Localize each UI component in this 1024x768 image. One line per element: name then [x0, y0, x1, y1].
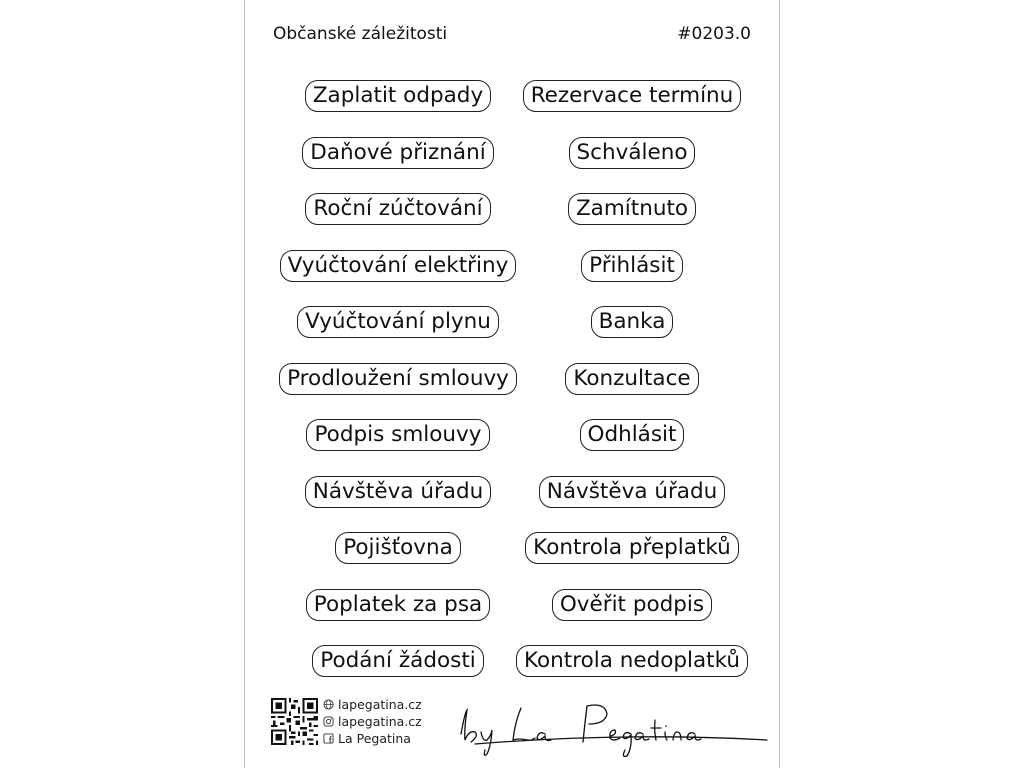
facebook-link[interactable] — [323, 730, 422, 747]
sticker-label: Kontrola přeplatků — [525, 532, 739, 564]
sticker-label: Rezervace termínu — [523, 80, 742, 112]
contact-links — [323, 696, 422, 747]
sticker-label: Podpis smlouvy — [306, 419, 489, 451]
right-sticker-column — [507, 68, 757, 690]
qr-code — [271, 698, 318, 745]
sticker — [552, 577, 712, 634]
instagram-text: lapegatina.cz — [338, 714, 422, 729]
sticker — [306, 407, 489, 464]
sticker — [305, 68, 491, 125]
sticker-label: Daňové přiznání — [302, 137, 493, 169]
sheet-title: Občanské záležitosti — [273, 24, 448, 44]
sheet-footer — [245, 688, 779, 768]
facebook-icon — [323, 733, 334, 744]
sticker-label: Vyúčtování plynu — [297, 306, 499, 338]
sticker — [297, 294, 499, 351]
sticker — [280, 238, 517, 295]
sticker — [302, 125, 493, 182]
sticker-label: Ověřit podpis — [552, 589, 712, 621]
sticker — [580, 407, 685, 464]
sticker-label: Návštěva úřadu — [539, 476, 726, 508]
sticker — [581, 238, 683, 295]
sticker — [591, 294, 674, 351]
sticker-label: Podání žádosti — [312, 645, 483, 677]
sticker-label: Odhlásit — [580, 419, 685, 451]
sticker — [525, 520, 739, 577]
sticker — [312, 633, 483, 690]
sticker — [565, 351, 698, 408]
sticker-label: Přihlásit — [581, 250, 683, 282]
sticker — [569, 125, 696, 182]
sticker-label: Kontrola nedoplatků — [516, 645, 748, 677]
sticker-label: Pojišťovna — [335, 532, 461, 564]
website-text: lapegatina.cz — [338, 697, 422, 712]
instagram-link[interactable] — [323, 713, 422, 730]
sticker — [306, 577, 490, 634]
sticker-label: Vyúčtování elektřiny — [280, 250, 517, 282]
sticker-label: Poplatek za psa — [306, 589, 490, 621]
sticker-label: Prodloužení smlouvy — [279, 363, 517, 395]
sticker — [305, 464, 492, 521]
brand-signature — [455, 692, 775, 762]
sticker-sheet — [244, 0, 780, 768]
globe-icon — [323, 699, 334, 710]
sticker — [279, 351, 517, 408]
sticker — [539, 464, 726, 521]
sheet-code: #0203.0 — [677, 24, 751, 44]
sticker-label: Banka — [591, 306, 674, 338]
sticker — [568, 181, 696, 238]
left-sticker-column — [273, 68, 523, 690]
sticker — [516, 633, 748, 690]
instagram-icon — [323, 716, 334, 727]
sticker — [305, 181, 490, 238]
sticker — [335, 520, 461, 577]
facebook-text: La Pegatina — [338, 731, 411, 746]
sticker — [523, 68, 742, 125]
sticker-label: Zamítnuto — [568, 193, 696, 225]
sticker-label: Konzultace — [565, 363, 698, 395]
sticker-label: Návštěva úřadu — [305, 476, 492, 508]
sticker-label: Zaplatit odpady — [305, 80, 491, 112]
sticker-label: Schváleno — [569, 137, 696, 169]
sticker-label: Roční zúčtování — [305, 193, 490, 225]
website-link[interactable] — [323, 696, 422, 713]
